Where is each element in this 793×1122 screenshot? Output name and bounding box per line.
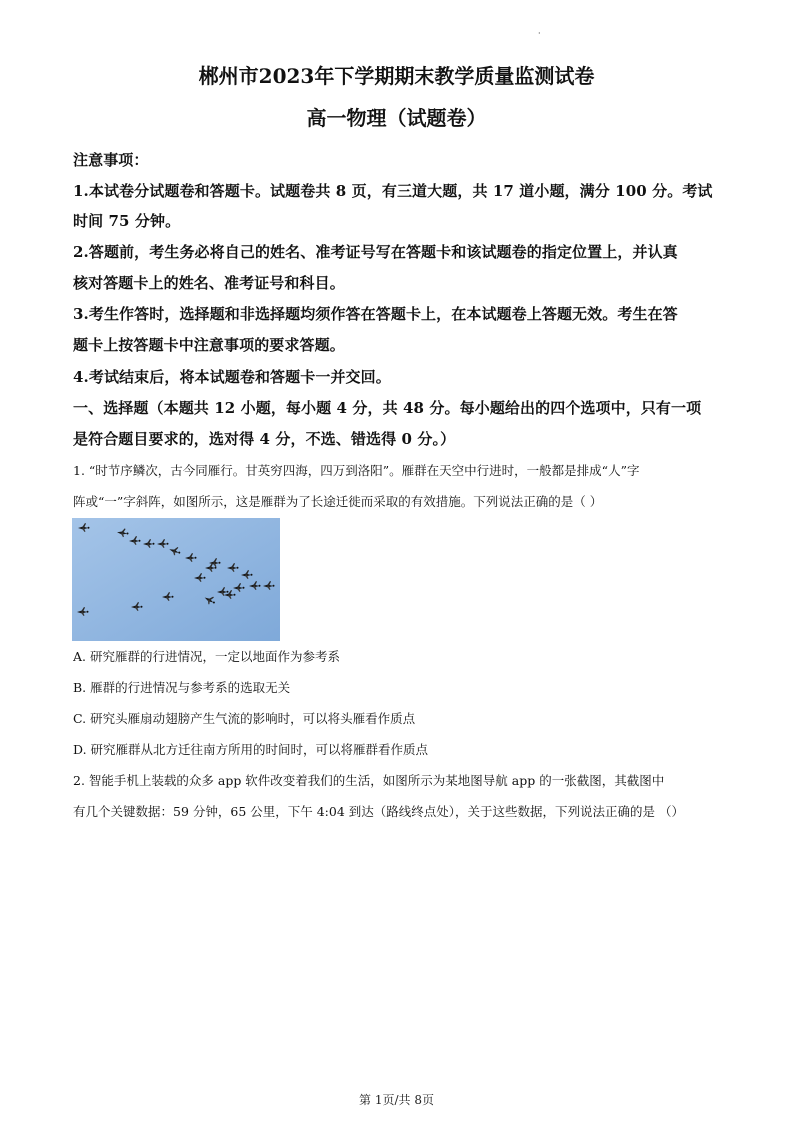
question-2-stem: 2. 智能手机上装载的众多 app 软件改变着我们的生活，如图所示为某地图导航 app 的一张截图，其截图中 [73,773,665,788]
question-2-stem: 有几个关键数据：59 分钟，65 公里，下午 4:04 到达（路线终点处），关于这些数据，下列说法正确的是 （） [73,804,685,819]
notice-line: 2.答题前，考生务必将自己的姓名、准考证号写在答题卡和该试题卷的指定位置上，并认真 [73,243,678,261]
notice-line: 1.本试卷分试题卷和答题卡。试题卷共 8 页，有三道大题，共 17 道小题，满分 100 分。考试 [73,182,713,200]
section-heading: 一、选择题（本题共 12 小题，每小题 4 分，共 48 分。每小题给出的四个选项中，只有一项 [73,399,702,417]
question-1-option-d[interactable]: D. 研究雁群从北方迁往南方所用的时间时，可以将雁群看作质点 [73,742,429,757]
page-number: 第 1页/共 8页 [359,1093,434,1107]
notice-line: 4.考试结束后，将本试题卷和答题卡一并交回。 [73,368,391,386]
notice-line: 核对答题卡上的姓名、准考证号和科目。 [73,274,345,292]
notice-line: 题卡上按答题卡中注意事项的要求答题。 [73,336,345,354]
question-1-option-a[interactable]: A. 研究雁群的行进情况，一定以地面作为参考系 [73,649,340,664]
section-heading: 是符合题目要求的，选对得 4 分，不选、错选得 0 分。） [73,430,456,448]
notice-line: 3.考生作答时，选择题和非选择题均须作答在答题卡上，在本试题卷上答题无效。考生在答 [73,305,678,323]
exam-title: 郴州市2023年下学期期末教学质量监测试卷 [198,64,595,88]
notice-heading: 注意事项： [73,151,149,169]
question-1-option-b[interactable]: B. 雁群的行进情况与参考系的选取无关 [73,680,291,695]
sky-background [72,518,280,641]
question-1-stem: 1. “时节序鳞次，古今同雁行。甘英穷四海，四万到洛阳”。雁群在天空中行进时，一般都是排成“人”字 [73,463,640,478]
exam-subtitle: 高一物理（试题卷） [306,106,487,130]
question-1-option-c[interactable]: C. 研究头雁扇动翅膀产生气流的影响时，可以将头雁看作质点 [73,711,416,726]
question-1-stem: 阵或“一”字斜阵，如图所示，这是雁群为了长途迁徙而采取的有效措施。下列说法正确的是（ ） [73,494,603,509]
corner-mark: · [538,29,541,38]
geese-photo [72,518,280,641]
notice-line: 时间 75 分钟。 [73,212,181,230]
